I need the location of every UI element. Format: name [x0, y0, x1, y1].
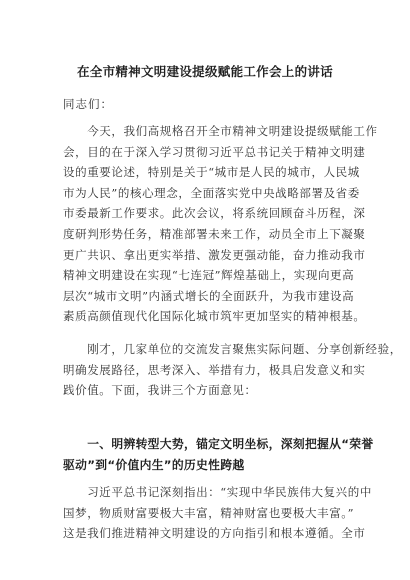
- paragraph-line: 习近平总书记深刻指出：“实现中华民族伟大复兴的中: [63, 485, 372, 499]
- paragraph-line: 层次“城市文明”内涵式增长的全面跃升，为我市建设高: [63, 288, 355, 303]
- paragraph-line: 这是我们推进精神文明建设的方向指引和根本遵循。全市: [63, 526, 366, 541]
- paragraph-line: 市委最新工作要求。此次会议，将系统回顾奋斗历程，深: [63, 206, 366, 221]
- paragraph-opening: [63, 121, 378, 327]
- paragraph-quote: [63, 482, 372, 544]
- document-title: 在全市精神文明建设提级赋能工作会上的讲话: [76, 64, 333, 79]
- paragraph-line: 会，目的在于深入学习贯彻习近平总书记关于精神文明建: [63, 144, 366, 159]
- paragraph-line: 明确发展路径，思考深入、举措有力，极具启发意义和实: [63, 362, 366, 377]
- paragraph-line: 国梦，物质财富要极大丰富，精神财富也要极大丰富。”: [63, 505, 355, 520]
- paragraph-line: 度研判形势任务，精准部署未来工作，动员全市上下凝聚: [63, 226, 366, 241]
- paragraph-line: 今天，我们高规格召开全市精神文明建设提级赋能工作: [63, 124, 378, 138]
- paragraph-line: 市为人民”的核心理念，全面落实党中央战略部署及省委: [63, 185, 360, 200]
- paragraph-line: 刚才，几家单位的交流发言聚焦实际问题、分享创新经验，: [63, 342, 402, 356]
- paragraph-line: 设的重要论述，特别是关于“城市是人民的城市，人民城: [63, 165, 360, 180]
- paragraph-exchange: [63, 339, 402, 401]
- section-heading-1: [63, 434, 374, 476]
- heading-line: 一、明辨转型大势，锚定文明坐标，深刻把握从“荣誉: [63, 437, 374, 451]
- heading-line: 驱动”到“价值内生”的历史性跨越: [63, 458, 245, 472]
- paragraph-line: 践价值。下面，我讲三个方面意见：: [63, 383, 257, 398]
- paragraph-line: 精神文明建设在实现“七连冠”辉煌基础上，实现向更高: [63, 268, 355, 283]
- paragraph-line: 更广共识、拿出更实举措、激发更强动能，奋力推动我市: [63, 247, 366, 262]
- salutation: 同志们：: [63, 97, 113, 111]
- paragraph-line: 素质高颜值现代化国际化城市筑牢更加坚实的精神根基。: [63, 309, 366, 324]
